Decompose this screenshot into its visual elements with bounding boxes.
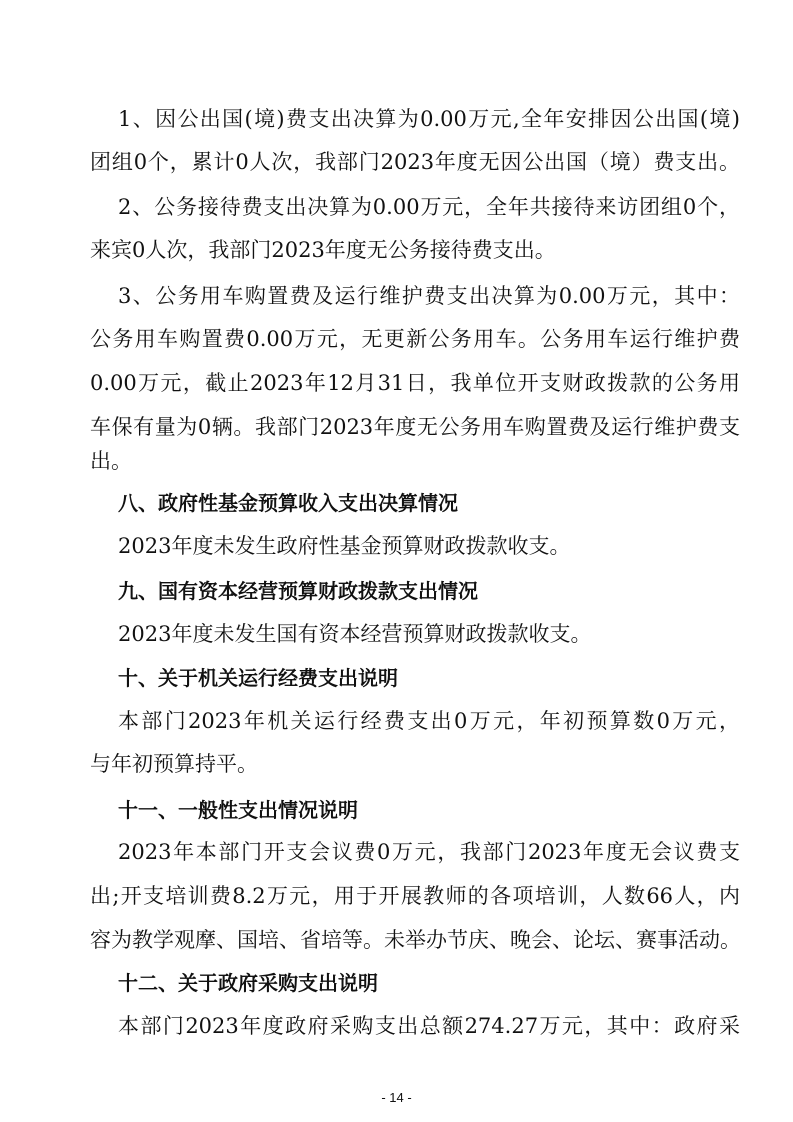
paragraph-line: 与年初预算持平。	[90, 752, 258, 776]
paragraph-line: 本部门2023年度政府采购支出总额274.27万元，其中：政府采	[118, 1014, 740, 1038]
paragraph-line: 2023年度未发生政府性基金预算财政拨款收支。	[118, 534, 571, 558]
paragraph-line: 2、公务接待费支出决算为0.00万元，全年共接待来访团组0个，	[118, 195, 740, 219]
section-heading: 十、关于机关运行经费支出说明	[118, 666, 398, 690]
section-heading: 十一、一般性支出情况说明	[118, 798, 358, 822]
paragraph-line: 车保有量为0辆。我部门2023年度无公务用车购置费及运行维护费支	[90, 415, 740, 439]
paragraph-line: 来宾0人次，我部门2023年度无公务接待费支出。	[90, 238, 556, 262]
paragraph-line: 出。	[90, 449, 132, 473]
paragraph-line: 0.00万元，截止2023年12月31日，我单位开支财政拨款的公务用	[90, 371, 740, 395]
paragraph-line: 本部门2023年机关运行经费支出0万元，年初预算数0万元，	[118, 709, 740, 733]
paragraph-line: 2023年本部门开支会议费0万元，我部门2023年度无会议费支	[118, 840, 740, 864]
paragraph-line: 2023年度未发生国有资本经营预算财政拨款收支。	[118, 622, 592, 646]
paragraph-line: 3、公务用车购置费及运行维护费支出决算为0.00万元，其中：	[118, 284, 740, 308]
paragraph-line: 团组0个，累计0人次，我部门2023年度无因公出国（境）费支出。	[90, 150, 740, 174]
section-heading: 八、政府性基金预算收入支出决算情况	[118, 491, 458, 515]
paragraph-line: 出;开支培训费8.2万元，用于开展教师的各项培训，人数66人，内	[90, 884, 740, 908]
paragraph-line: 容为教学观摩、国培、省培等。未举办节庆、晚会、论坛、赛事活动。	[90, 928, 741, 952]
page-number: - 14 -	[381, 1090, 412, 1105]
paragraph-line: 公务用车购置费0.00万元，无更新公务用车。公务用车运行维护费	[90, 327, 740, 351]
section-heading: 十二、关于政府采购支出说明	[118, 971, 378, 995]
section-heading: 九、国有资本经营预算财政拨款支出情况	[118, 579, 478, 603]
paragraph-line: 1、因公出国(境)费支出决算为0.00万元,全年安排因公出国(境)	[118, 107, 740, 131]
